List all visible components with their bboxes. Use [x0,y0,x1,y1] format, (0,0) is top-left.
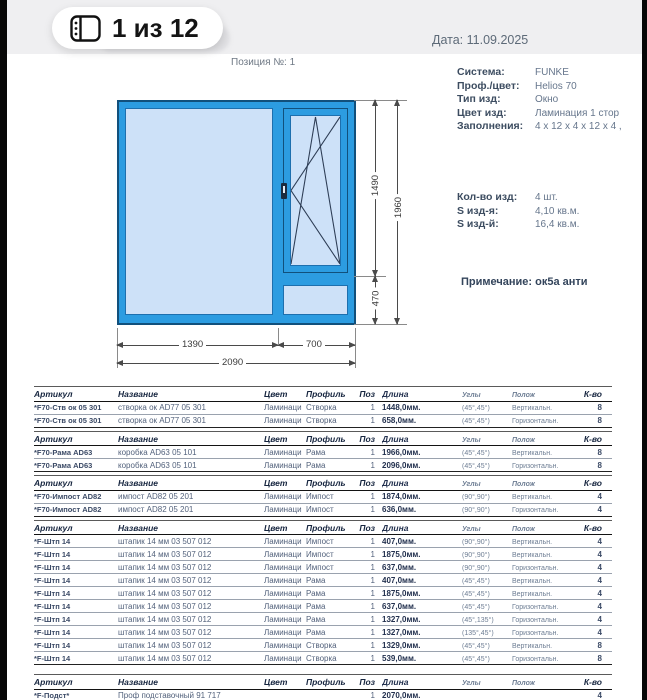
table-cell: *F-Штп 14 [34,640,71,650]
dim-label-1490: 1490 [370,172,381,199]
page-counter-label: 1 из 12 [112,12,199,43]
table-cell: Ламинаци [264,588,302,598]
table-cell: Рама [306,627,326,637]
table-cell: *F-Штп 14 [34,536,71,546]
table-cell: Створка [306,640,337,650]
table-cell: штапик 14 мм 03 507 012 [118,627,212,637]
column-header: Артикул [34,677,73,687]
table-cell: (45°,45°) [462,405,490,412]
table-cell: 658,0мм. [382,416,417,425]
table-cell: Импост [306,505,334,514]
table-cell: 1 [370,653,375,663]
table-cell: (45°,45°) [462,590,490,598]
column-header: Полож [512,680,535,687]
table-row [34,690,612,700]
table-cell: Горизонтальн. [512,655,559,663]
pages-icon [70,15,101,42]
table-cell: 1448,0мм. [382,403,421,412]
table-cell: 1 [370,640,375,650]
table-cell: Импост [306,562,334,572]
spec-value: Окно [535,94,559,105]
letterbox-left [0,0,7,700]
table-cell: штапик 14 мм 03 507 012 [118,653,212,663]
table-cell: Вертикальн. [512,577,553,585]
parts-section [34,475,612,517]
column-header: Углы [462,436,481,444]
table-cell: 4 [597,536,602,546]
table-cell: 4 [597,549,602,559]
table-cell: Горизонтальн. [512,564,559,572]
column-header: Цвет [264,478,288,488]
table-cell: *F70-Рама AD63 [34,460,93,470]
table-cell: 1966,0мм. [382,447,421,457]
table-cell: створка ок AD77 05 301 [118,403,206,412]
table-cell: импост AD82 05 201 [118,505,194,514]
table-cell: импост AD82 05 201 [118,492,194,501]
column-header: К-во [583,433,602,444]
table-cell: 1 [370,403,375,412]
spec-row [457,93,622,107]
table-cell: (45°,45°) [462,449,490,457]
parts-section [34,674,612,700]
table-cell: (135°,45°) [462,629,494,637]
table-cell: *F-Штп 14 [34,653,71,663]
table-cell: (45°,45°) [462,462,490,470]
table-cell: 4 [597,614,602,624]
table-cell: Ламинаци [264,403,302,412]
table-cell: 4 [597,691,602,700]
table-cell: 1 [370,460,375,470]
table-cell: (45°,45°) [462,418,490,425]
table-header-row [34,521,612,536]
column-header: Поз [359,433,375,444]
spec-value: 4 шт. [535,192,558,203]
table-cell: 1 [370,575,375,585]
column-header: Название [118,478,159,488]
table-cell: 1 [370,492,375,501]
table-cell: *F-Штп 14 [34,614,71,624]
column-header: Длина [382,433,409,444]
window-handle [281,183,287,199]
table-cell: коробка AD63 05 101 [118,447,197,457]
table-row [34,613,612,626]
table-cell: (45°,45°) [462,603,490,611]
table-cell: 4 [597,588,602,598]
table-cell: 8 [597,653,602,663]
spec-label: Заполнения: [457,120,524,132]
table-cell: 1327,0мм. [382,627,421,637]
spec-label: Цвет изд: [457,106,507,119]
table-cell: *F-Штп 14 [34,601,71,611]
table-cell: Горизонтальн. [512,507,559,514]
table-cell: (45°,135°) [462,616,494,624]
table-header-row [34,387,612,402]
column-header: К-во [583,522,602,533]
table-cell: 1 [370,562,375,572]
position-title: Позиция №: 1 [231,57,296,68]
spec-value: 4,10 кв.м. [535,205,580,217]
column-header: Поз [359,478,375,488]
table-cell: *F70-Рама AD63 [34,447,93,457]
table-cell: Рама [306,614,326,624]
column-header: Длина [382,389,409,399]
table-cell: штапик 14 мм 03 507 012 [118,562,212,572]
table-cell: 1874,0мм. [382,492,421,501]
table-cell: (90°,90°) [462,551,490,559]
extension-line [354,276,386,277]
table-cell: штапик 14 мм 03 507 012 [118,614,212,624]
table-cell: Вертикальн. [512,642,553,650]
table-cell: 8 [597,403,602,412]
column-header: Название [118,433,159,444]
column-header: Артикул [34,478,73,488]
table-cell: Ламинаци [264,653,302,663]
table-row [34,459,612,472]
table-cell: 1 [370,601,375,611]
table-cell: коробка AD63 05 101 [118,460,197,470]
table-cell: Горизонтальн. [512,629,559,637]
column-header: Артикул [34,433,73,444]
table-cell: Ламинаци [264,416,302,425]
column-header: Название [118,389,159,399]
table-cell: штапик 14 мм 03 507 012 [118,575,212,585]
table-cell: 1875,0мм. [382,588,421,598]
table-cell: 1875,0мм. [382,549,421,559]
table-cell: штапик 14 мм 03 507 012 [118,640,212,650]
table-cell: 1 [370,416,375,425]
table-cell: Импост [306,549,334,559]
column-header: Углы [462,392,481,399]
table-cell: Горизонтальн. [512,462,559,470]
column-header: Цвет [264,677,288,687]
spec-label: Кол-во изд: [457,191,518,203]
table-cell: 8 [597,447,602,457]
column-header: Полож [512,525,535,533]
table-cell: *F-Штп 14 [34,549,71,559]
column-header: Полож [512,392,535,399]
table-cell: Ламинаци [264,627,302,637]
column-header: Артикул [34,522,73,533]
parts-section [34,386,612,428]
table-cell: Вертикальн. [512,449,553,457]
parts-section [34,520,612,666]
column-header: К-во [583,389,602,399]
spec-label: S изд-я: [457,204,499,217]
column-header: Длина [382,478,409,488]
column-header: Профиль [306,433,346,444]
table-cell: 8 [597,460,602,470]
spec-row [457,191,579,205]
table-cell: Вертикальн. [512,538,553,546]
parts-table [34,386,612,700]
column-header: Артикул [34,389,73,399]
date-label: Дата: 11.09.2025 [432,33,529,47]
table-cell: Рама [306,460,326,470]
table-cell: 8 [597,640,602,650]
column-header: Углы [462,481,481,488]
table-cell: 1327,0мм. [382,614,421,624]
table-cell: *F70-Ств ок 05 301 [34,403,102,412]
table-cell: Створка [306,403,337,412]
dim-label-700: 700 [303,339,325,350]
table-cell: (45°,45°) [462,642,490,650]
window-drawing [117,100,427,375]
table-cell: *F-Подст* [34,691,70,700]
column-header: Длина [382,677,409,687]
table-cell: 637,0мм. [382,601,417,611]
spec-list [457,66,622,134]
table-cell: *F-Штп 14 [34,562,71,572]
table-cell: Ламинаци [264,549,302,559]
table-cell: штапик 14 мм 03 507 012 [118,601,212,611]
table-cell: 1329,0мм. [382,640,421,650]
table-cell: 2096,0мм. [382,460,421,470]
table-header-row [34,476,612,491]
table-cell: Горизонтальн. [512,616,559,624]
column-header: Полож [512,481,535,488]
table-cell: Ламинаци [264,562,302,572]
table-cell: Вертикальн. [512,494,553,501]
table-cell: Створка [306,416,337,425]
dim-label-1960: 1960 [393,194,404,221]
column-header: Углы [462,525,481,533]
left-fixed-pane [125,108,273,315]
table-row [34,600,612,613]
column-header: Поз [359,522,375,533]
spec-row [457,66,622,80]
table-cell: Ламинаци [264,505,302,514]
table-cell: *F70-Ств ок 05 301 [34,416,102,425]
table-cell: Рама [306,601,326,611]
table-row [34,548,612,561]
spec-row [457,107,622,121]
table-row [34,402,612,415]
table-cell: 8 [597,416,602,425]
spec-row [457,205,579,219]
table-cell: Створка [306,653,337,663]
table-cell: (90°,90°) [462,507,490,514]
column-header: Название [118,677,159,687]
table-cell: 4 [597,562,602,572]
table-cell: Вертикальн. [512,551,553,559]
table-cell: штапик 14 мм 03 507 012 [118,549,212,559]
table-cell: Вертикальн. [512,590,553,598]
table-cell: 1 [370,614,375,624]
table-cell: 407,0мм. [382,575,417,585]
table-row [34,639,612,652]
table-cell: 1 [370,691,375,700]
table-cell: 636,0мм. [382,505,417,514]
column-header: Цвет [264,389,288,399]
spec-value: 16,4 кв.м. [535,219,580,230]
table-cell: Ламинаци [264,536,302,546]
table-cell: Ламинаци [264,460,302,470]
table-cell: Ламинаци [264,614,302,624]
spec-value: FUNKE [535,67,569,78]
table-cell: Ламинаци [264,492,302,501]
table-cell: *F70-Импост AD82 [34,492,102,501]
table-cell: 1 [370,627,375,637]
table-cell: (90°,90°) [462,538,490,546]
table-cell: (45°,45°) [462,655,490,663]
table-cell: Рама [306,575,326,585]
spec-row [457,80,622,94]
parts-section [34,431,612,473]
column-header: Углы [462,680,481,687]
opening-direction-lines [291,116,340,265]
dim-label-470: 470 [370,288,381,310]
note-label: Примечание: ок5а анти [461,276,588,288]
table-row [34,587,612,600]
table-cell: 1 [370,549,375,559]
table-row [34,504,612,517]
column-header: Цвет [264,433,288,444]
table-cell: штапик 14 мм 03 507 012 [118,536,212,546]
column-header: Профиль [306,522,346,533]
column-header: К-во [583,478,602,488]
column-header: Профиль [306,677,346,687]
table-cell: 4 [597,601,602,611]
dim-label-2090: 2090 [219,357,246,368]
table-cell: Проф подставочный 91 717 [118,691,221,700]
table-cell: штапик 14 мм 03 507 012 [118,588,212,598]
table-cell: (90°,90°) [462,494,490,501]
letterbox-right [642,0,647,700]
table-cell: Рама [306,588,326,598]
table-cell: *F-Штп 14 [34,575,71,585]
table-row [34,574,612,587]
sash-glass [290,115,341,266]
spec-label: S изд-й: [457,218,499,230]
table-cell: 4 [597,492,602,501]
table-row [34,446,612,459]
table-cell: 539,0мм. [382,653,417,663]
table-cell: 407,0мм. [382,536,417,546]
column-header: Профиль [306,389,346,399]
column-header: Название [118,522,159,533]
column-header: Поз [359,677,375,687]
table-cell: Горизонтальн. [512,603,559,611]
table-cell: Ламинаци [264,601,302,611]
bottom-fixed-pane [283,285,348,315]
table-cell: 1 [370,447,375,457]
spec-label: Система: [457,66,505,78]
spec-label: Тип изд: [457,93,501,105]
spec-value: Helios 70 [535,80,577,92]
page-counter-pill[interactable] [52,7,223,49]
table-cell: Ламинаци [264,575,302,585]
table-cell: *F-Штп 14 [34,588,71,598]
table-cell: (45°,45°) [462,577,490,585]
top-bar [0,0,647,54]
table-cell: 4 [597,627,602,637]
dim-label-1390: 1390 [179,339,206,350]
table-cell: Импост [306,492,334,501]
spec-value: Ламинация 1 стор [535,107,620,119]
tilt-turn-sash [283,108,348,273]
totals-list [457,191,579,232]
table-cell: (90°,90°) [462,564,490,572]
table-cell: *F70-Импост AD82 [34,505,102,514]
table-cell: Вертикальн. [512,405,553,412]
table-cell: створка ок AD77 05 301 [118,416,206,425]
table-row [34,561,612,574]
table-cell: Импост [306,536,334,546]
table-cell: 637,0мм. [382,562,417,572]
spec-row [457,218,579,232]
spec-label: Проф./цвет: [457,79,520,92]
spec-row [457,120,622,134]
table-cell: Горизонтальн. [512,418,559,425]
column-header: К-во [583,677,602,687]
table-cell: Ламинаци [264,447,302,457]
table-row [34,652,612,665]
table-cell: 1 [370,536,375,546]
table-cell: *F-Штп 14 [34,627,71,637]
column-header: Цвет [264,522,288,533]
column-header: Профиль [306,478,346,488]
table-row [34,415,612,428]
table-header-row [34,675,612,690]
table-cell: 4 [597,505,602,514]
table-cell: 1 [370,505,375,514]
table-row [34,535,612,548]
table-cell: Рама [306,447,326,457]
table-cell: 1 [370,588,375,598]
window-frame [117,100,356,325]
table-cell: Ламинаци [264,640,302,650]
table-header-row [34,432,612,447]
column-header: Поз [359,389,375,399]
table-cell: 2070,0мм. [382,691,421,700]
table-cell: 4 [597,575,602,585]
column-header: Полож [512,436,535,444]
table-row [34,626,612,639]
column-header: Длина [382,522,409,533]
table-row [34,491,612,504]
spec-value: 4 х 12 х 4 х 12 х 4 , [535,121,622,132]
